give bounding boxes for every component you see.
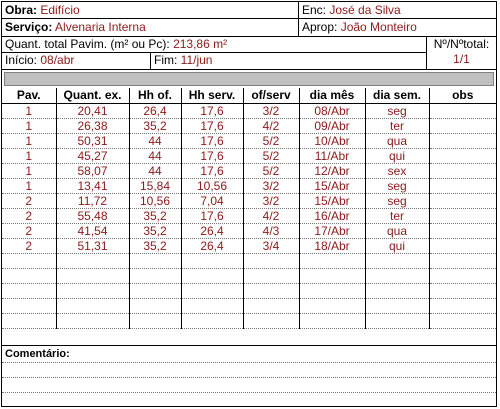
enc-label: Enc: [302,3,327,17]
table-cell: 44 [129,149,181,164]
table-cell: 17,6 [181,119,243,134]
table-cell: seg [365,194,429,209]
table-cell: 3/4 [243,239,299,254]
table-header-row [2,88,496,104]
table-cell: 26,38 [56,119,129,134]
table-cell [429,224,496,239]
empty-cell [365,284,429,299]
table-row [2,209,496,224]
comment-label: Comentário: [5,348,70,360]
table-row [2,194,496,209]
table-cell: 55,48 [56,209,129,224]
table-cell: 3/2 [243,104,299,119]
table-cell: qua [365,224,429,239]
empty-table-row [2,299,496,314]
table-cell: 35,2 [129,119,181,134]
table-cell: 17,6 [181,209,243,224]
empty-cell [243,314,299,329]
table-cell: 1 [2,164,56,179]
empty-cell [299,254,365,269]
empty-cell [181,269,243,284]
table-cell: 45,27 [56,149,129,164]
empty-cell [56,254,129,269]
empty-cell [243,299,299,314]
table-cell: 7,04 [181,194,243,209]
table-cell: 18/Abr [299,239,365,254]
empty-cell [181,254,243,269]
table-cell: 17,6 [181,104,243,119]
table-cell: 5/2 [243,164,299,179]
table-cell: 35,2 [129,224,181,239]
table-cell: 20,41 [56,104,129,119]
table-cell [429,104,496,119]
inicio-value: 08/abr [40,53,75,67]
table-cell: 2 [2,224,56,239]
fim-label: Fim: [154,53,178,67]
empty-cell [429,299,496,314]
table-cell: 10,56 [129,194,181,209]
comment-section [2,345,496,406]
table-row [2,179,496,194]
empty-cell [181,284,243,299]
table-cell: 15,84 [129,179,181,194]
table-cell: 35,2 [129,209,181,224]
servico-value: Alvenaria Interna [55,20,146,34]
table-cell: 2 [2,194,56,209]
table-row [2,224,496,239]
table-cell: 1 [2,179,56,194]
empty-cell [129,269,181,284]
table-cell: 15/Abr [299,194,365,209]
empty-cell [129,314,181,329]
empty-cell [365,314,429,329]
table-cell: 17,6 [181,164,243,179]
aprop-value: João Monteiro [340,20,417,34]
table-cell: ter [365,209,429,224]
empty-table-row [2,254,496,269]
empty-cell [243,284,299,299]
col-header: obs [429,88,496,104]
table-cell: ter [365,119,429,134]
quant-cell [2,37,426,53]
header-row-quant [2,37,496,70]
table-cell [429,239,496,254]
table-cell: 10/Abr [299,134,365,149]
empty-cell [2,284,56,299]
col-header: dia sem. [365,88,429,104]
table-cell: 26,4 [129,104,181,119]
comment-line [2,362,496,363]
empty-table-row [2,314,496,329]
empty-cell [2,314,56,329]
col-header: Pav. [2,88,56,104]
table-cell: 4/2 [243,119,299,134]
table-cell: 3/2 [243,194,299,209]
fim-cell [150,53,426,70]
header-row-obra [2,2,496,19]
table-cell [429,209,496,224]
empty-cell [56,299,129,314]
table-row [2,164,496,179]
comment-line [2,377,496,378]
table-cell: 12/Abr [299,164,365,179]
servico-label: Serviço: [5,20,53,34]
table-cell: 35,2 [129,239,181,254]
empty-cell [243,254,299,269]
table-cell: 50,31 [56,134,129,149]
table-cell: 17/Abr [299,224,365,239]
table-cell: 41,54 [56,224,129,239]
empty-cell [299,314,365,329]
empty-cell [429,269,496,284]
table-cell: 44 [129,164,181,179]
empty-cell [299,269,365,284]
table-cell: 15/Abr [299,179,365,194]
table-cell: 11/Abr [299,149,365,164]
empty-cell [129,284,181,299]
table-cell: 3/2 [243,179,299,194]
table-cell [429,149,496,164]
empty-cell [181,314,243,329]
table-cell: 5/2 [243,134,299,149]
empty-table-row [2,269,496,284]
empty-cell [429,254,496,269]
table-cell: qua [365,134,429,149]
servico-cell [2,19,298,36]
table-cell [429,134,496,149]
empty-cell [56,269,129,284]
table-cell: 17,6 [181,134,243,149]
table-cell: 08/Abr [299,104,365,119]
empty-cell [299,284,365,299]
table-cell: 51,31 [56,239,129,254]
table-cell [429,164,496,179]
form-sheet [1,1,497,407]
table-cell: qui [365,239,429,254]
enc-cell [298,2,496,18]
table-cell: 1 [2,104,56,119]
empty-cell [299,299,365,314]
table-cell [429,179,496,194]
table-row [2,134,496,149]
table-cell: 2 [2,209,56,224]
numtotal-label: Nº/Nºtotal: [433,37,490,51]
table-cell [429,119,496,134]
table-cell: seg [365,104,429,119]
col-header: Quant. ex. [56,88,129,104]
table-cell: 1 [2,119,56,134]
numtotal-value: 1/1 [453,52,470,66]
table-row [2,149,496,164]
col-header: of/serv [243,88,299,104]
col-header: Hh serv. [181,88,243,104]
empty-cell [2,299,56,314]
table-cell: sex [365,164,429,179]
empty-cell [129,299,181,314]
empty-cell [365,254,429,269]
empty-cell [2,269,56,284]
table-cell: 4/2 [243,209,299,224]
inicio-cell [2,53,150,70]
empty-cell [429,314,496,329]
table-cell: 26,4 [181,239,243,254]
obra-value: Edifício [40,3,80,17]
empty-cell [365,269,429,284]
enc-value: José da Silva [329,3,401,17]
production-table [2,88,496,329]
empty-cell [56,314,129,329]
header-row-servico [2,19,496,37]
aprop-label: Aprop: [302,20,338,34]
table-cell: qui [365,149,429,164]
empty-cell [56,284,129,299]
empty-cell [129,254,181,269]
numtotal-cell [426,37,496,70]
table-cell: seg [365,179,429,194]
col-header: dia mês [299,88,365,104]
empty-table-row [2,284,496,299]
table-cell: 11,72 [56,194,129,209]
inicio-label: Início: [5,53,38,67]
table-cell: 13,41 [56,179,129,194]
empty-cell [429,284,496,299]
table-cell: 10,56 [181,179,243,194]
empty-cell [181,299,243,314]
table-cell: 44 [129,134,181,149]
table-cell: 4/3 [243,224,299,239]
quant-label: Quant. total Pavim. (m² ou Pc): [5,37,170,51]
table-cell: 5/2 [243,149,299,164]
empty-cell [243,269,299,284]
comment-line [2,392,496,393]
table-cell: 17,6 [181,149,243,164]
obra-label: Obra: [5,3,38,17]
table-cell [429,194,496,209]
obra-cell [2,2,298,18]
empty-cell [365,299,429,314]
quant-value: 213,86 m² [173,37,228,51]
grey-separator-bar [4,72,494,86]
table-body [2,104,496,329]
aprop-cell [298,19,496,36]
col-header: Hh of. [129,88,181,104]
fim-value: 11/jun [180,53,213,67]
table-cell: 09/Abr [299,119,365,134]
table-cell: 26,4 [181,224,243,239]
empty-cell [2,254,56,269]
table-cell: 1 [2,134,56,149]
table-cell: 2 [2,239,56,254]
table-cell: 58,07 [56,164,129,179]
table-row [2,119,496,134]
table-cell: 1 [2,149,56,164]
table-row [2,239,496,254]
table-row [2,104,496,119]
table-cell: 16/Abr [299,209,365,224]
